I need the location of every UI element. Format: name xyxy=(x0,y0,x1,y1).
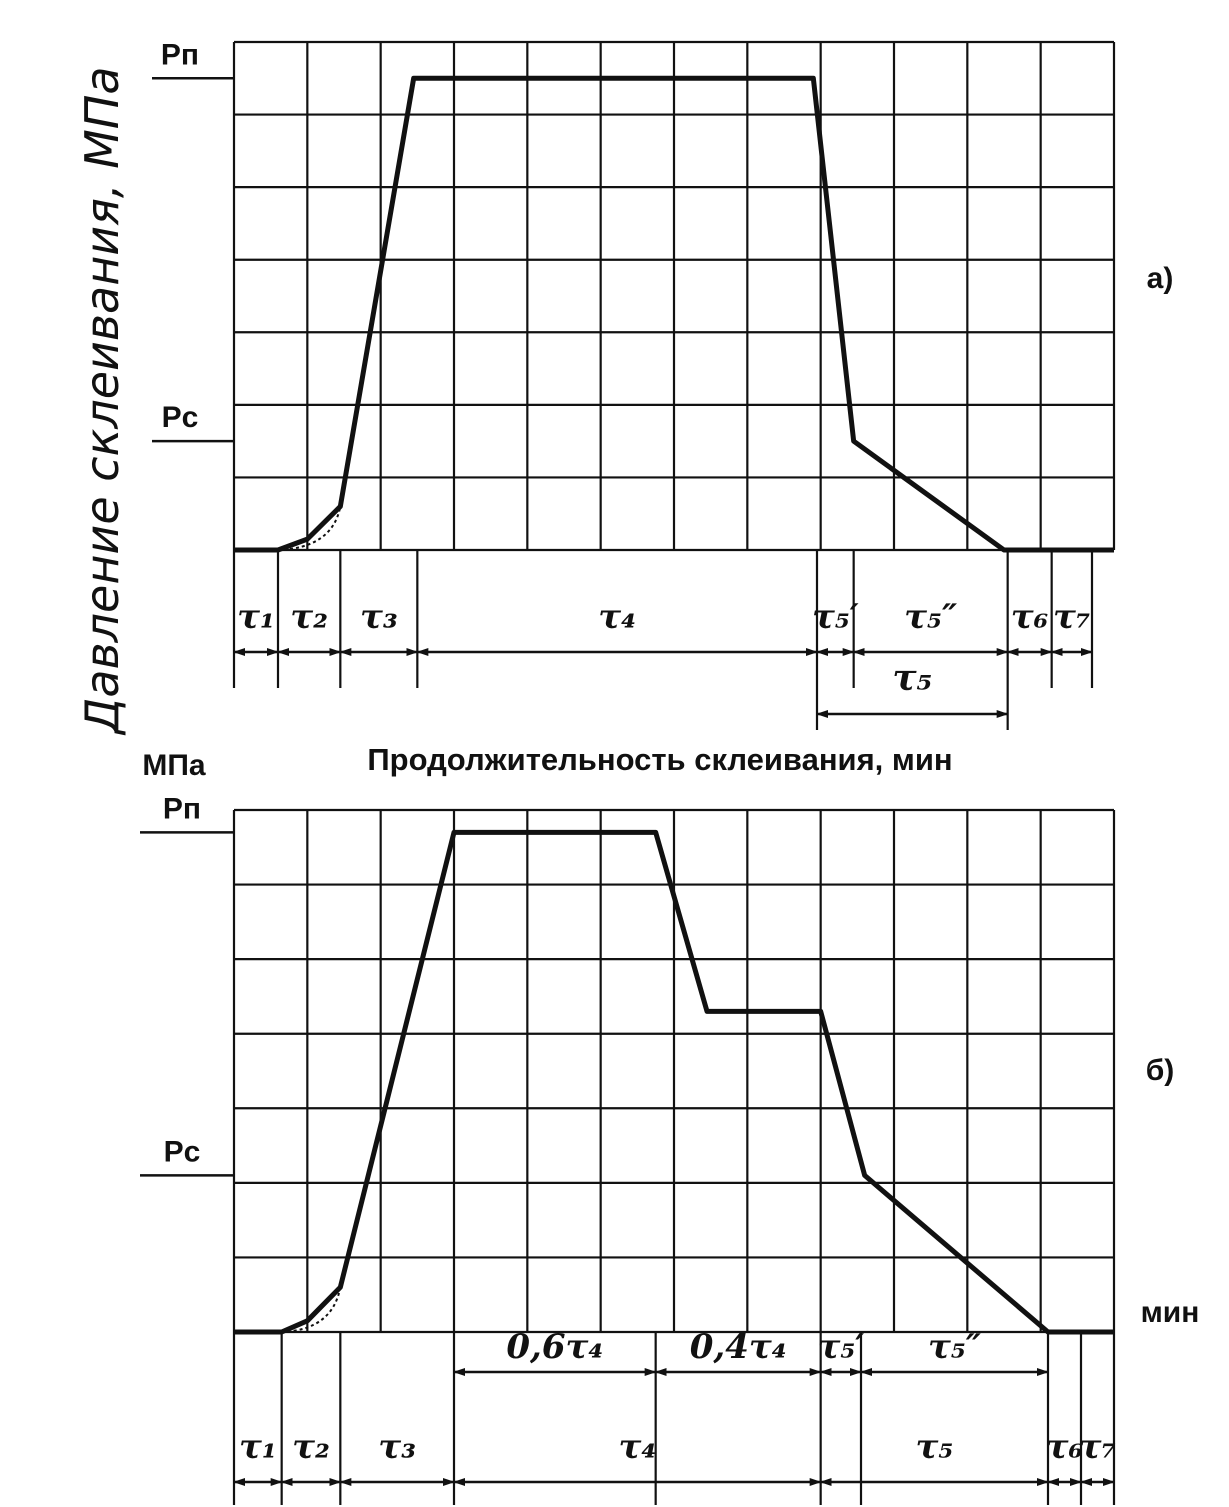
sub-interval-label: τ₅″ xyxy=(928,1327,981,1367)
interval-label: τ₄ xyxy=(598,597,637,637)
chart-panel-2 xyxy=(140,749,1199,1505)
interval-label: τ₁ xyxy=(238,1427,277,1467)
chart-panel-1 xyxy=(75,38,1173,777)
interval-label: τ₁ xyxy=(237,597,275,637)
interval-label: τ₂ xyxy=(290,597,329,637)
interval-label: τ₅ xyxy=(915,1427,954,1467)
interval-label: τ₃ xyxy=(359,597,398,637)
interval-label: τ₆ xyxy=(1045,1427,1084,1467)
interval-label: τ₅′ xyxy=(811,597,859,637)
y-tick-label: Рп xyxy=(162,792,202,826)
panel-label: а) xyxy=(1146,262,1174,295)
interval-label: τ₇ xyxy=(1078,1427,1117,1467)
interval-label: τ₄ xyxy=(618,1427,657,1467)
interval-label: τ₇ xyxy=(1052,597,1091,637)
combined-interval-label: τ₅ xyxy=(892,657,933,699)
grid xyxy=(234,42,1114,550)
interval-label: τ₆ xyxy=(1010,597,1049,637)
x-unit-label: мин xyxy=(1140,1296,1200,1329)
panel-label: б) xyxy=(1145,1054,1175,1087)
sub-interval-label: 0,4τ₄ xyxy=(689,1327,787,1367)
y-tick-label: Рс xyxy=(161,401,199,435)
sub-interval-label: τ₅′ xyxy=(817,1327,865,1367)
sub-interval-label: 0,6τ₄ xyxy=(506,1327,604,1367)
interval-label: τ₅″ xyxy=(904,597,958,637)
interval-label: τ₃ xyxy=(378,1427,417,1467)
y-tick-label: Рс xyxy=(163,1135,201,1169)
y-tick-label: Рп xyxy=(160,38,200,72)
y-unit-label: МПа xyxy=(142,749,206,782)
interval-label: τ₂ xyxy=(292,1427,330,1467)
x-axis-label: Продолжительность склеивания, мин xyxy=(367,742,953,777)
y-axis-label: Давление склеивания, МПа xyxy=(75,66,129,734)
